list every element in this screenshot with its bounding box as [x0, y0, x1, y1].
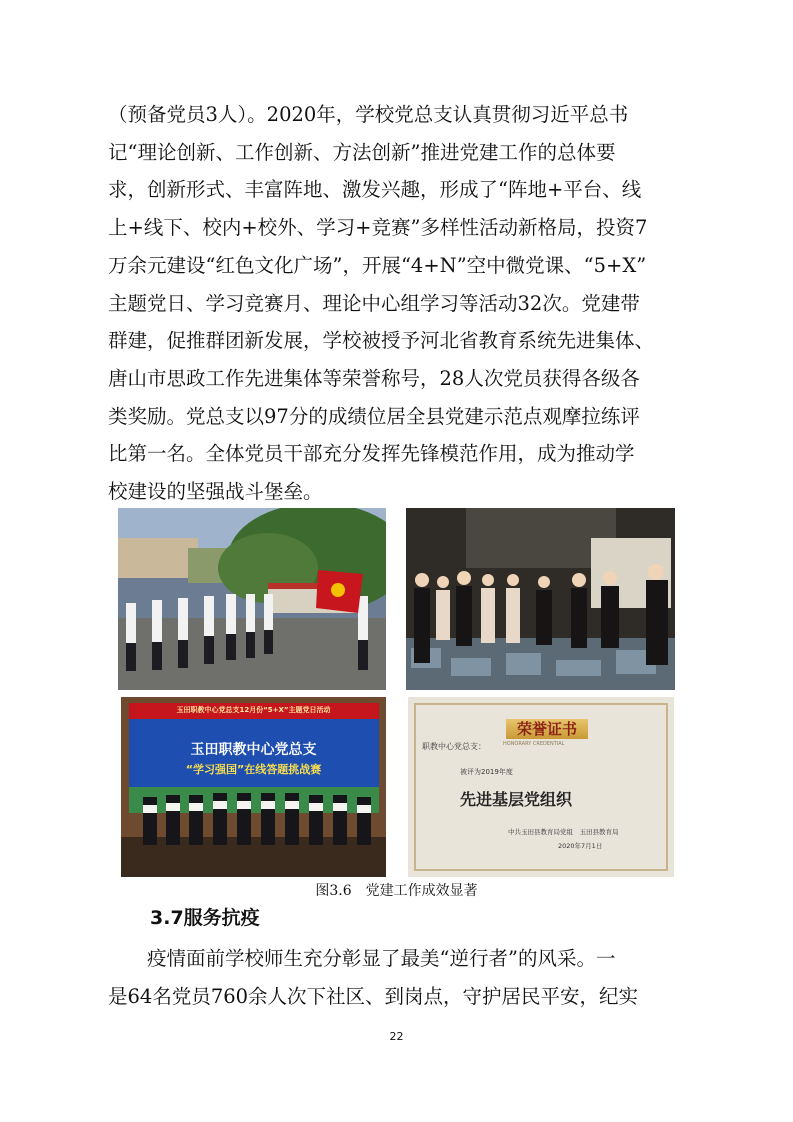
text-line: 疫情面前学校师生充分彰显了最美“逆行者”的风采。一	[147, 947, 616, 970]
section-heading: 3.7服务抗疫	[150, 907, 260, 929]
photo-honor-certificate	[408, 697, 674, 877]
text-line: 唐山市思政工作先进集体等荣誉称号，28人次党员获得各级各	[108, 366, 640, 390]
banner-top-text: 玉田职教中心党总支12月份“5+X”主题党日活动	[176, 706, 331, 714]
photo-oath-ceremony	[118, 508, 386, 690]
text-line: 求，创新形式、丰富阵地、激发兴趣，形成了“阵地+平台、线	[108, 178, 642, 202]
certificate-recipient: 职教中心党总支：	[422, 742, 486, 751]
photo-exhibition-visit	[406, 508, 675, 690]
certificate-issuer: 中共玉田县教育局党组 玉田县教育局	[508, 828, 619, 836]
page-number: 22	[389, 1030, 404, 1043]
certificate-date: 2020年7月1日	[558, 842, 603, 850]
text-line: 校建设的坚强战斗堡垒。	[108, 480, 323, 504]
paragraph-epidemic-service	[108, 940, 688, 1015]
banner-main-text: 玉田职教中心党总支	[190, 742, 317, 758]
certificate-awarded: 被评为2019年度	[460, 768, 513, 776]
text-line: 类奖励。党总支以97分的成绩位居全县党建示范点观摩拉练评	[108, 404, 640, 428]
certificate-award-name: 先进基层党组织	[460, 790, 573, 809]
text-line: 比第一名。全体党员干部充分发挥先锋模范作用，成为推动学	[108, 442, 635, 466]
text-line: 记“理论创新、工作创新、方法创新”推进党建工作的总体要	[108, 140, 616, 164]
photo-quiz-contest	[121, 697, 386, 877]
text-line: （预备党员3人）。2020年，学校党总支认真贯彻习近平总书	[108, 103, 629, 126]
banner-sub-text: “学习强国”在线答题挑战赛	[185, 763, 322, 776]
paragraph-party-building	[108, 96, 688, 511]
text-line: 主题党日、学习竞赛月、理论中心组学习等活动32次。党建带	[108, 291, 640, 315]
text-line: 是64名党员760余人次下社区、到岗点，守护居民平安，纪实	[108, 984, 639, 1008]
text-line: 万余元建设“红色文化广场”，开展“4+N”空中微党课、“5+X”	[108, 253, 647, 277]
text-line: 上+线下、校内+校外、学习+竞赛”多样性活动新格局，投资7	[108, 216, 648, 240]
text-line: 群建，促推群团新发展，学校被授予河北省教育系统先进集体、	[108, 329, 655, 353]
certificate-title: 荣誉证书	[506, 719, 588, 739]
figure-caption: 图3.6 党建工作成效显著	[315, 883, 478, 899]
certificate-subtitle: HONORARY CREDENTIAL	[503, 741, 565, 747]
